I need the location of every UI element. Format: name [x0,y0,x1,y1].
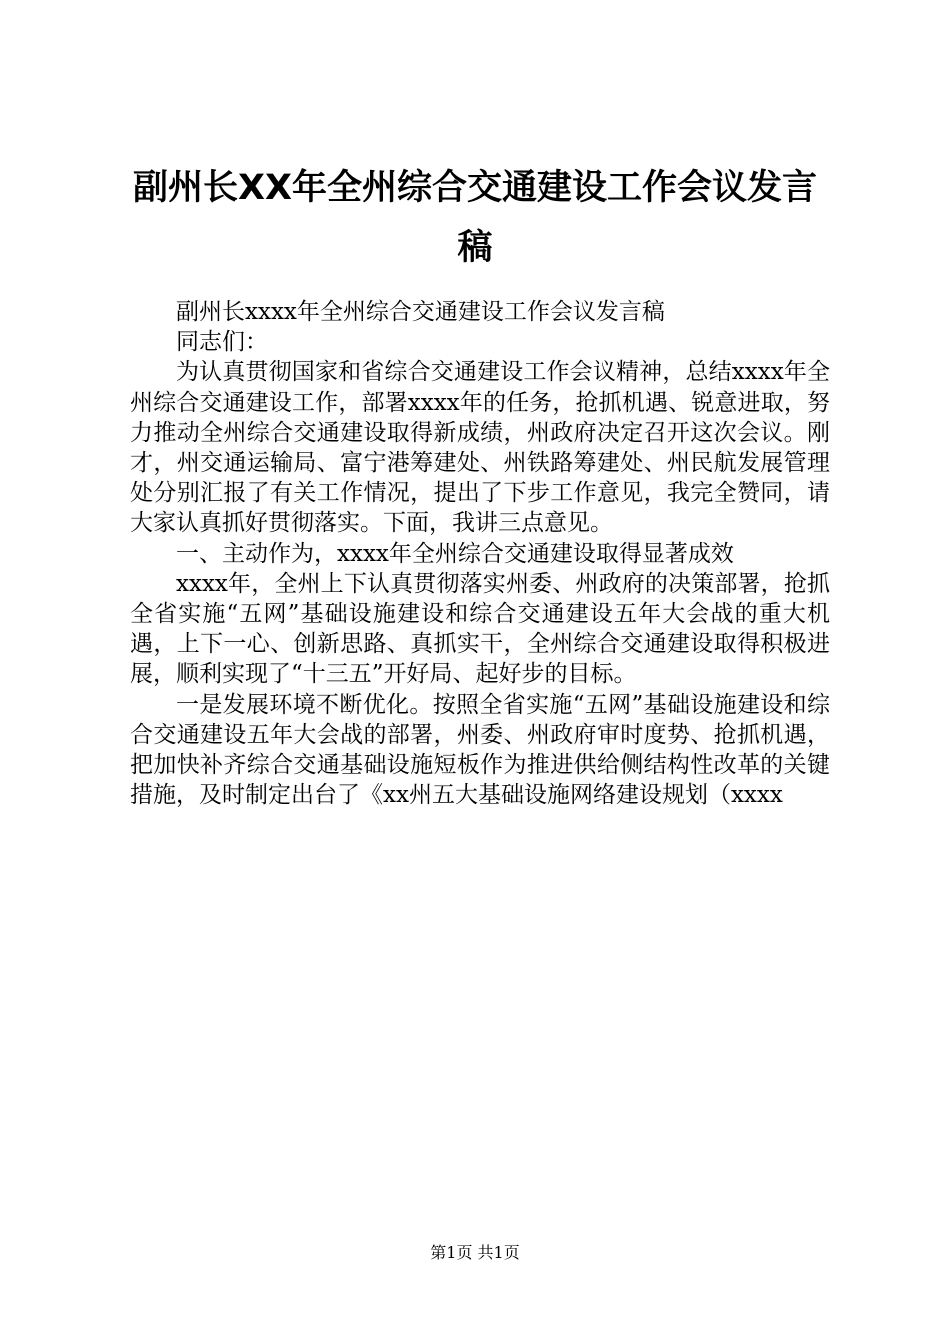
paragraph-summary: xxxx年，全州上下认真贯彻落实州委、州政府的决策部署，抢抓全省实施“五网”基础设施建设和综合交通建设五年大会战的重大机遇，上下一心、创新思路、真抓实干，全州综合交通建设取得积极进展，顺利实现了“十三五”开好局、起好步的目标。 [130,570,830,688]
paragraph-salutation: 同志们： [176,329,268,356]
paragraph-point-one: 一是发展环境不断优化。按照全省实施“五网”基础设施建设和综合交通建设五年大会战的部署，州委、州政府审时度势、抢抓机遇，把加快补齐综合交通基础设施短板作为推进供给侧结构性改革的关键措施，及时制定出台了《xx州五大基础设施网络建设规划（xxxx [130,691,830,809]
document-title: 副州长XX年全州综合交通建设工作会议发言稿 [133,168,817,268]
section-heading: 一、主动作为，xxxx年全州综合交通建设取得显著成效 [176,540,734,567]
paragraph-intro: 为认真贯彻国家和省综合交通建设工作会议精神，总结xxxx年全州综合交通建设工作，部署xxxx年的任务，抢抓机遇、锐意进取，努力推动全州综合交通建设取得新成绩，州政府决定召开这次会议。刚才，州交通运输局、富宁港筹建处、州铁路筹建处、州民航发展管理处分别汇报了有关工作情况，提出了下步工作意见，我完全赞同，请大家认真抓好贯彻落实。下面，我讲三点意见。 [130,359,830,537]
paragraph-subtitle: 副州长xxxx年全州综合交通建设工作会议发言稿 [176,299,665,325]
document-body [130,297,830,810]
page-footer: 第1页 共1页 [430,1243,520,1262]
